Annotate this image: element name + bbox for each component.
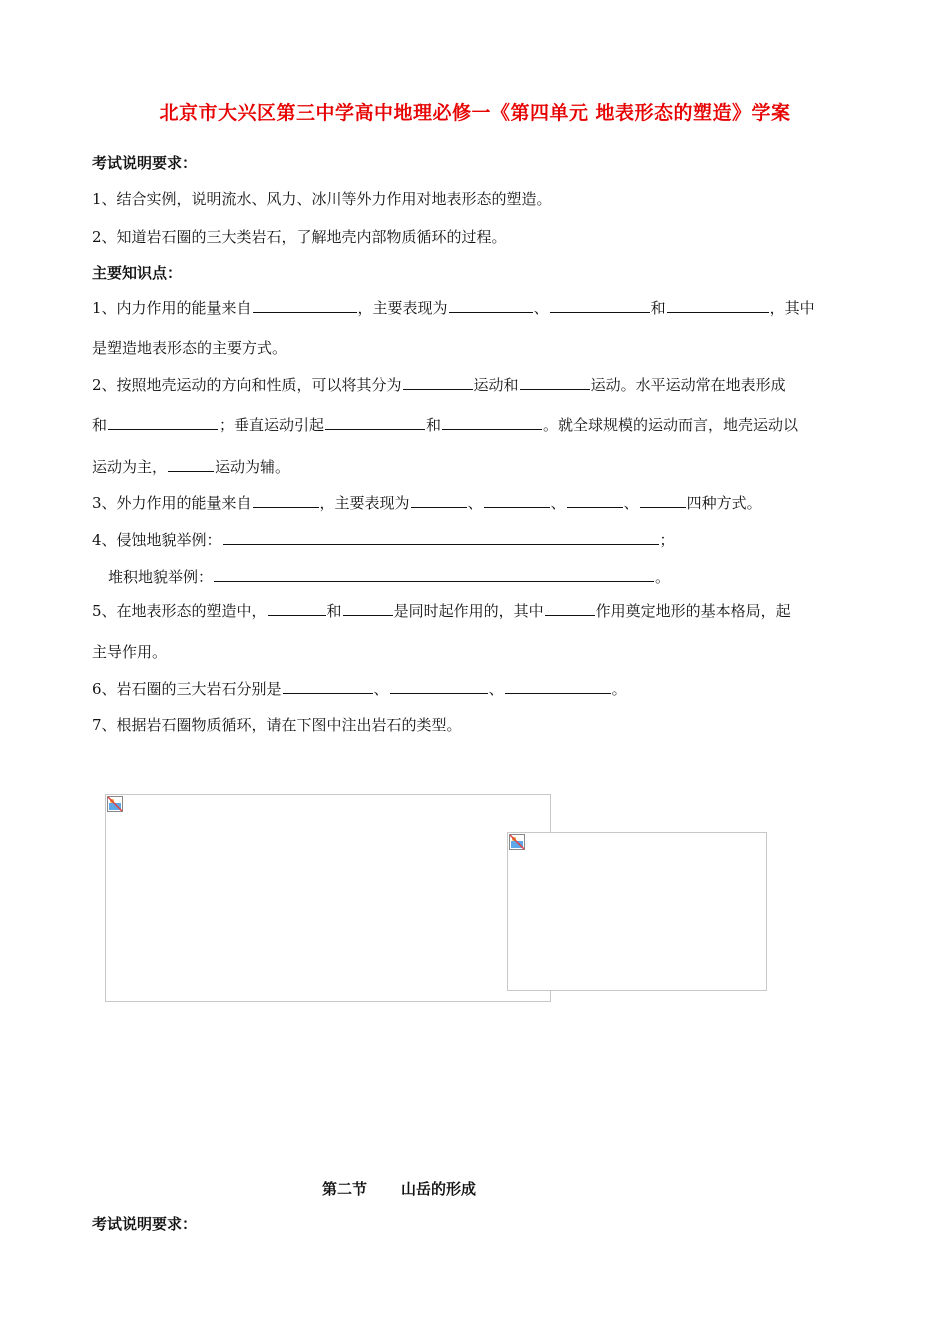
text: 和 <box>326 602 342 620</box>
text: 、 <box>373 680 389 698</box>
text: 、 <box>550 494 566 512</box>
text: 和 <box>426 416 442 434</box>
broken-image-icon <box>509 834 525 850</box>
text: 和 <box>92 416 108 434</box>
knowledge-3 <box>92 492 762 513</box>
fill-blank[interactable] <box>550 297 650 313</box>
knowledge-5-line-1 <box>92 600 791 621</box>
text: 。 <box>611 680 627 698</box>
fill-blank[interactable] <box>484 492 550 508</box>
fill-blank[interactable] <box>640 492 686 508</box>
fill-blank[interactable] <box>390 678 488 694</box>
knowledge-2-line-3 <box>92 456 290 477</box>
text: 5、在地表形态的塑造中， <box>92 602 267 620</box>
section-2-exam-requirements-heading: 考试说明要求： <box>92 1215 198 1233</box>
fill-blank[interactable] <box>325 414 425 430</box>
knowledge-1-line-2: 是塑造地表形态的主要方式。 <box>92 339 288 357</box>
fill-blank[interactable] <box>343 600 393 616</box>
fill-blank[interactable] <box>411 492 467 508</box>
fill-blank[interactable] <box>403 374 473 390</box>
knowledge-2-line-1 <box>92 374 786 395</box>
section-number: 第二节 <box>322 1180 368 1198</box>
fill-blank[interactable] <box>253 297 357 313</box>
knowledge-4-line-1 <box>92 529 675 550</box>
text: 。 <box>655 568 671 586</box>
broken-image-icon <box>107 796 123 812</box>
fill-blank[interactable] <box>545 600 595 616</box>
text: 、 <box>533 299 549 317</box>
text: ，主要表现为 <box>319 494 410 512</box>
text: ，主要表现为 <box>357 299 448 317</box>
fill-blank[interactable] <box>253 492 319 508</box>
knowledge-5-line-2: 主导作用。 <box>92 643 168 661</box>
knowledge-7: 7、根据岩石圈物质循环，请在下图中注出岩石的类型。 <box>92 716 462 734</box>
text: ，其中 <box>769 299 815 317</box>
text: 、 <box>623 494 639 512</box>
knowledge-4-line-2 <box>108 566 670 587</box>
knowledge-6 <box>92 678 627 699</box>
text: 2、按照地壳运动的方向和性质，可以将其分为 <box>92 376 402 394</box>
text: 6、岩石圈的三大岩石分别是 <box>92 680 282 698</box>
exam-requirement-1: 1、结合实例，说明流水、风力、冰川等外力作用对地表形态的塑造。 <box>92 190 552 208</box>
knowledge-2-line-2 <box>92 414 798 435</box>
fill-blank[interactable] <box>108 414 218 430</box>
exam-requirements-heading: 考试说明要求： <box>92 154 198 172</box>
text: 四种方式。 <box>686 494 762 512</box>
fill-blank[interactable] <box>567 492 623 508</box>
fill-blank[interactable] <box>505 678 611 694</box>
text: 运动和 <box>473 376 519 394</box>
exam-requirement-2: 2、知道岩石圈的三大类岩石，了解地壳内部物质循环的过程。 <box>92 228 507 246</box>
text: 、 <box>488 680 504 698</box>
fill-blank[interactable] <box>667 297 769 313</box>
fill-blank[interactable] <box>168 456 214 472</box>
text: 和 <box>650 299 666 317</box>
text: 堆积地貌举例： <box>108 568 214 586</box>
text: 。就全球规模的运动而言，地壳运动以 <box>543 416 799 434</box>
fill-blank[interactable] <box>214 566 654 582</box>
section-name: 山岳的形成 <box>401 1180 477 1198</box>
section-2-title <box>322 1178 476 1199</box>
fill-blank[interactable] <box>223 529 659 545</box>
text: 1、内力作用的能量来自 <box>92 299 252 317</box>
text: 运动为主， <box>92 458 168 476</box>
text: ；垂直运动引起 <box>219 416 325 434</box>
text: 作用奠定地形的基本格局，起 <box>595 602 791 620</box>
text: ； <box>659 531 675 549</box>
document-title: 北京市大兴区第三中学高中地理必修一《第四单元 地表形态的塑造》学案 <box>159 102 791 124</box>
text: 是同时起作用的，其中 <box>393 602 544 620</box>
fill-blank[interactable] <box>449 297 533 313</box>
text: 3、外力作用的能量来自 <box>92 494 252 512</box>
knowledge-heading: 主要知识点： <box>92 264 183 282</box>
fill-blank[interactable] <box>442 414 542 430</box>
fill-blank[interactable] <box>268 600 326 616</box>
text: 运动为辅。 <box>215 458 291 476</box>
text: 、 <box>467 494 483 512</box>
rock-cycle-image-placeholder-2 <box>507 832 767 991</box>
fill-blank[interactable] <box>520 374 590 390</box>
text: 运动。水平运动常在地表形成 <box>590 376 786 394</box>
fill-blank[interactable] <box>283 678 373 694</box>
rock-cycle-image-placeholder <box>105 794 551 1002</box>
knowledge-1-line-1 <box>92 297 815 318</box>
text: 4、侵蚀地貌举例： <box>92 531 222 549</box>
